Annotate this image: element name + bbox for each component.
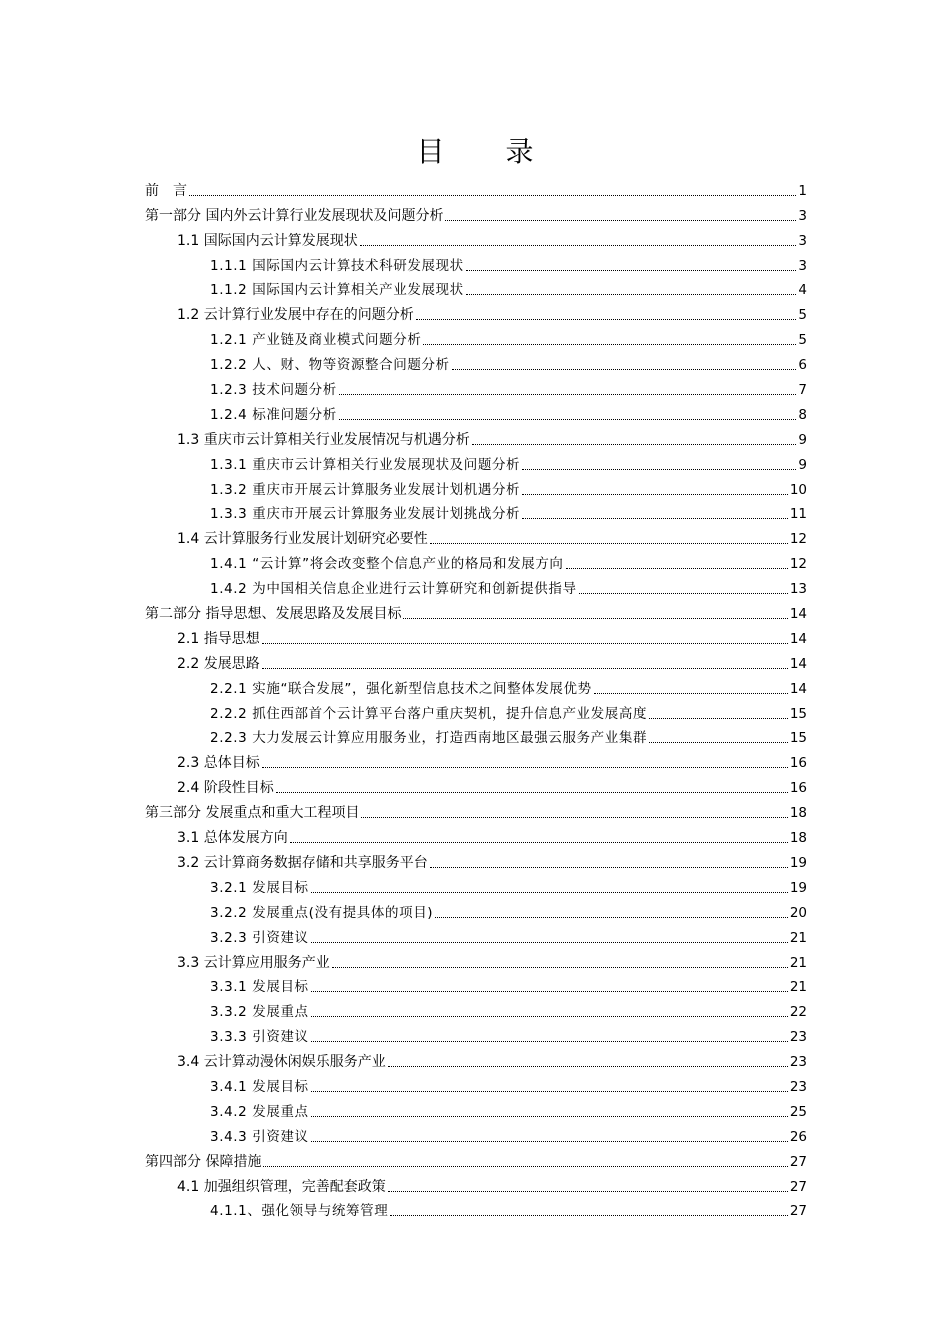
toc-entry-label: 1.2 云计算行业发展中存在的问题分析: [177, 307, 414, 324]
toc-entry-page-number: 16: [789, 780, 807, 797]
toc-entry-label: 1.4.1 “云计算”将会改变整个信息产业的格局和发展方向: [210, 556, 564, 573]
toc-entry[interactable]: [145, 897, 807, 922]
toc-entry[interactable]: [145, 747, 807, 772]
toc-entry[interactable]: [145, 175, 807, 200]
toc-entry-label: 1.1.2 国际国内云计算相关产业发展现状: [210, 282, 464, 299]
dot-leader: [311, 1091, 788, 1092]
toc-entry-label: 1.3.3 重庆市开展云计算服务业发展计划挑战分析: [210, 506, 521, 523]
toc-entry[interactable]: [145, 299, 807, 324]
toc-entry-page-number: 7: [798, 382, 807, 399]
toc-entry-page-number: 14: [789, 680, 807, 697]
dot-leader: [339, 419, 797, 420]
toc-entry-label: 1.3 重庆市云计算相关行业发展情况与机遇分析: [177, 431, 470, 448]
toc-entry-page-number: 9: [798, 456, 807, 473]
dot-leader: [466, 270, 797, 271]
toc-entry[interactable]: [145, 996, 807, 1021]
toc-entry[interactable]: [145, 947, 807, 972]
toc-entry[interactable]: [145, 847, 807, 872]
dot-leader: [360, 245, 797, 246]
toc-entry[interactable]: [145, 648, 807, 673]
toc-entry-label: 3.1 总体发展方向: [177, 830, 288, 847]
toc-list: [145, 175, 807, 1220]
toc-entry-page-number: 25: [789, 1103, 807, 1120]
toc-entry-page-number: 6: [798, 357, 807, 374]
toc-entry[interactable]: [145, 1046, 807, 1071]
toc-entry[interactable]: [145, 772, 807, 797]
dot-leader: [262, 767, 788, 768]
dot-leader: [311, 991, 788, 992]
dot-leader: [311, 942, 788, 943]
dot-leader: [423, 344, 796, 345]
toc-entry-label: 1.2.2 人、财、物等资源整合问题分析: [210, 357, 450, 374]
toc-entry-label: 3.3.2 发展重点: [210, 1004, 309, 1021]
toc-entry-page-number: 18: [789, 805, 807, 822]
dot-leader: [262, 668, 788, 669]
toc-entry-page-number: 3: [798, 232, 807, 249]
dot-leader: [649, 742, 788, 743]
dot-leader: [594, 693, 788, 694]
dot-leader: [263, 1166, 787, 1167]
dot-leader: [390, 1215, 787, 1216]
toc-entry-label: 3.3.1 发展目标: [210, 979, 309, 996]
toc-entry-label: 1.3.2 重庆市开展云计算服务业发展计划机遇分析: [210, 481, 521, 498]
dot-leader: [276, 792, 788, 793]
dot-leader: [416, 319, 797, 320]
toc-entry[interactable]: [145, 698, 807, 723]
toc-entry-page-number: 16: [789, 755, 807, 772]
dot-leader: [311, 1116, 788, 1117]
toc-entry[interactable]: [145, 573, 807, 598]
toc-entry-page-number: 15: [789, 730, 807, 747]
toc-entry-page-number: 4: [798, 282, 807, 299]
dot-leader: [262, 643, 788, 644]
toc-entry-label: 2.3 总体目标: [177, 755, 260, 772]
toc-entry[interactable]: [145, 1146, 807, 1171]
toc-entry[interactable]: [145, 275, 807, 300]
dot-leader: [466, 294, 797, 295]
toc-entry-label: 2.2.3 大力发展云计算应用服务业，打造西南地区最强云服务产业集群: [210, 730, 648, 747]
toc-entry-page-number: 14: [789, 630, 807, 647]
dot-leader: [311, 892, 788, 893]
toc-entry[interactable]: [145, 673, 807, 698]
toc-entry-label: 2.2.2 抓住西部首个云计算平台落户重庆契机，提升信息产业发展高度: [210, 705, 648, 722]
dot-leader: [430, 867, 788, 868]
toc-entry[interactable]: [145, 1096, 807, 1121]
toc-entry[interactable]: [145, 200, 807, 225]
toc-entry-label: 4.1.1、强化领导与统筹管理: [210, 1203, 389, 1220]
toc-entry-page-number: 13: [789, 581, 807, 598]
toc-entry-label: 3.4 云计算动漫休闲娱乐服务产业: [177, 1054, 386, 1071]
dot-leader: [472, 444, 797, 445]
toc-entry-page-number: 5: [798, 307, 807, 324]
toc-entry-label: 1.2.1 产业链及商业模式问题分析: [210, 332, 422, 349]
dot-leader: [388, 1191, 788, 1192]
toc-entry-label: 第三部分 发展重点和重大工程项目: [145, 805, 360, 822]
toc-entry[interactable]: [145, 225, 807, 250]
toc-entry[interactable]: [145, 922, 807, 947]
toc-entry-label: 第一部分 国内外云计算行业发展现状及问题分析: [145, 207, 444, 224]
dot-leader: [579, 593, 788, 594]
toc-entry[interactable]: [145, 1121, 807, 1146]
toc-entry[interactable]: [145, 424, 807, 449]
toc-entry-label: 1.2.3 技术问题分析: [210, 382, 337, 399]
toc-entry-label: 第四部分 保障措施: [145, 1153, 262, 1170]
dot-leader: [445, 220, 796, 221]
toc-entry[interactable]: [145, 399, 807, 424]
toc-entry-page-number: 1: [798, 182, 807, 199]
toc-entry-label: 前 言: [145, 182, 187, 199]
toc-entry-label: 1.4.2 为中国相关信息企业进行云计算研究和创新提供指导: [210, 581, 577, 598]
toc-entry-page-number: 23: [789, 1054, 807, 1071]
dot-leader: [388, 1066, 788, 1067]
toc-title: 目 录: [416, 135, 560, 168]
toc-entry[interactable]: [145, 499, 807, 524]
dot-leader: [332, 967, 788, 968]
toc-entry-page-number: 10: [789, 481, 807, 498]
toc-entry-page-number: 27: [789, 1178, 807, 1195]
toc-entry-page-number: 27: [789, 1203, 807, 1220]
toc-entry-page-number: 8: [798, 406, 807, 423]
toc-entry[interactable]: [145, 449, 807, 474]
toc-entry-page-number: 21: [789, 954, 807, 971]
toc-entry-label: 1.2.4 标准问题分析: [210, 406, 337, 423]
toc-entry-label: 1.3.1 重庆市云计算相关行业发展现状及问题分析: [210, 456, 521, 473]
toc-entry[interactable]: [145, 723, 807, 748]
toc-entry-label: 3.3 云计算应用服务产业: [177, 954, 330, 971]
toc-entry-page-number: 19: [789, 854, 807, 871]
toc-entry-label: 2.1 指导思想: [177, 630, 260, 647]
dot-leader: [311, 1016, 788, 1017]
toc-entry-page-number: 19: [789, 879, 807, 896]
toc-entry-label: 1.1.1 国际国内云计算技术科研发展现状: [210, 257, 464, 274]
dot-leader: [522, 494, 788, 495]
toc-entry-label: 3.2 云计算商务数据存储和共享服务平台: [177, 854, 428, 871]
toc-entry-page-number: 3: [798, 207, 807, 224]
dot-leader: [311, 1141, 788, 1142]
toc-entry-label: 1.4 云计算服务行业发展计划研究必要性: [177, 531, 428, 548]
toc-entry[interactable]: [145, 972, 807, 997]
toc-entry-page-number: 9: [798, 431, 807, 448]
toc-entry-label: 3.2.1 发展目标: [210, 879, 309, 896]
toc-entry-label: 3.4.3 引资建议: [210, 1128, 309, 1145]
toc-entry-page-number: 14: [789, 655, 807, 672]
toc-entry[interactable]: [145, 349, 807, 374]
toc-entry-page-number: 15: [789, 705, 807, 722]
toc-entry[interactable]: [145, 250, 807, 275]
toc-entry-page-number: 22: [789, 1004, 807, 1021]
toc-entry-page-number: 5: [798, 332, 807, 349]
toc-entry-page-number: 21: [789, 979, 807, 996]
toc-entry-page-number: 21: [789, 929, 807, 946]
toc-entry-page-number: 18: [789, 830, 807, 847]
dot-leader: [649, 718, 788, 719]
toc-entry[interactable]: [145, 523, 807, 548]
toc-entry[interactable]: [145, 623, 807, 648]
toc-entry-label: 3.4.2 发展重点: [210, 1103, 309, 1120]
toc-entry[interactable]: [145, 1071, 807, 1096]
toc-entry-page-number: 23: [789, 1078, 807, 1095]
dot-leader: [522, 518, 788, 519]
toc-entry-page-number: 20: [789, 904, 807, 921]
toc-entry-label: 3.2.3 引资建议: [210, 929, 309, 946]
toc-entry-label: 3.3.3 引资建议: [210, 1029, 309, 1046]
toc-entry-label: 3.4.1 发展目标: [210, 1078, 309, 1095]
toc-entry-page-number: 12: [789, 531, 807, 548]
dot-leader: [361, 817, 787, 818]
dot-leader: [311, 1041, 788, 1042]
toc-entry[interactable]: [145, 474, 807, 499]
toc-entry[interactable]: [145, 548, 807, 573]
toc-entry-label: 2.4 阶段性目标: [177, 780, 274, 797]
toc-entry-page-number: 26: [789, 1128, 807, 1145]
toc-entry-page-number: 23: [789, 1029, 807, 1046]
toc-entry-label: 1.1 国际国内云计算发展现状: [177, 232, 358, 249]
toc-entry[interactable]: [145, 598, 807, 623]
dot-leader: [566, 568, 788, 569]
toc-entry-label: 2.2.1 实施“联合发展”，强化新型信息技术之间整体发展优势: [210, 680, 592, 697]
toc-entry[interactable]: [145, 1021, 807, 1046]
toc-entry-page-number: 3: [798, 257, 807, 274]
toc-entry-page-number: 11: [789, 506, 807, 523]
toc-entry-label: 2.2 发展思路: [177, 655, 260, 672]
toc-entry-page-number: 27: [789, 1153, 807, 1170]
toc-entry[interactable]: [145, 324, 807, 349]
dot-leader: [290, 842, 788, 843]
dot-leader: [522, 469, 796, 470]
dot-leader: [452, 369, 797, 370]
toc-entry-label: 第二部分 指导思想、发展思路及发展目标: [145, 606, 402, 623]
toc-entry[interactable]: [145, 797, 807, 822]
toc-entry-page-number: 14: [789, 606, 807, 623]
dot-leader: [430, 543, 788, 544]
dot-leader: [339, 394, 797, 395]
toc-entry[interactable]: [145, 1196, 807, 1221]
toc-entry[interactable]: [145, 1171, 807, 1196]
dot-leader: [189, 195, 796, 196]
toc-entry[interactable]: [145, 822, 807, 847]
dot-leader: [435, 917, 788, 918]
toc-entry[interactable]: [145, 374, 807, 399]
toc-entry-label: 4.1 加强组织管理，完善配套政策: [177, 1178, 386, 1195]
toc-entry[interactable]: [145, 872, 807, 897]
toc-entry-label: 3.2.2 发展重点(没有提具体的项目): [210, 904, 434, 921]
toc-entry-page-number: 12: [789, 556, 807, 573]
dot-leader: [403, 618, 787, 619]
